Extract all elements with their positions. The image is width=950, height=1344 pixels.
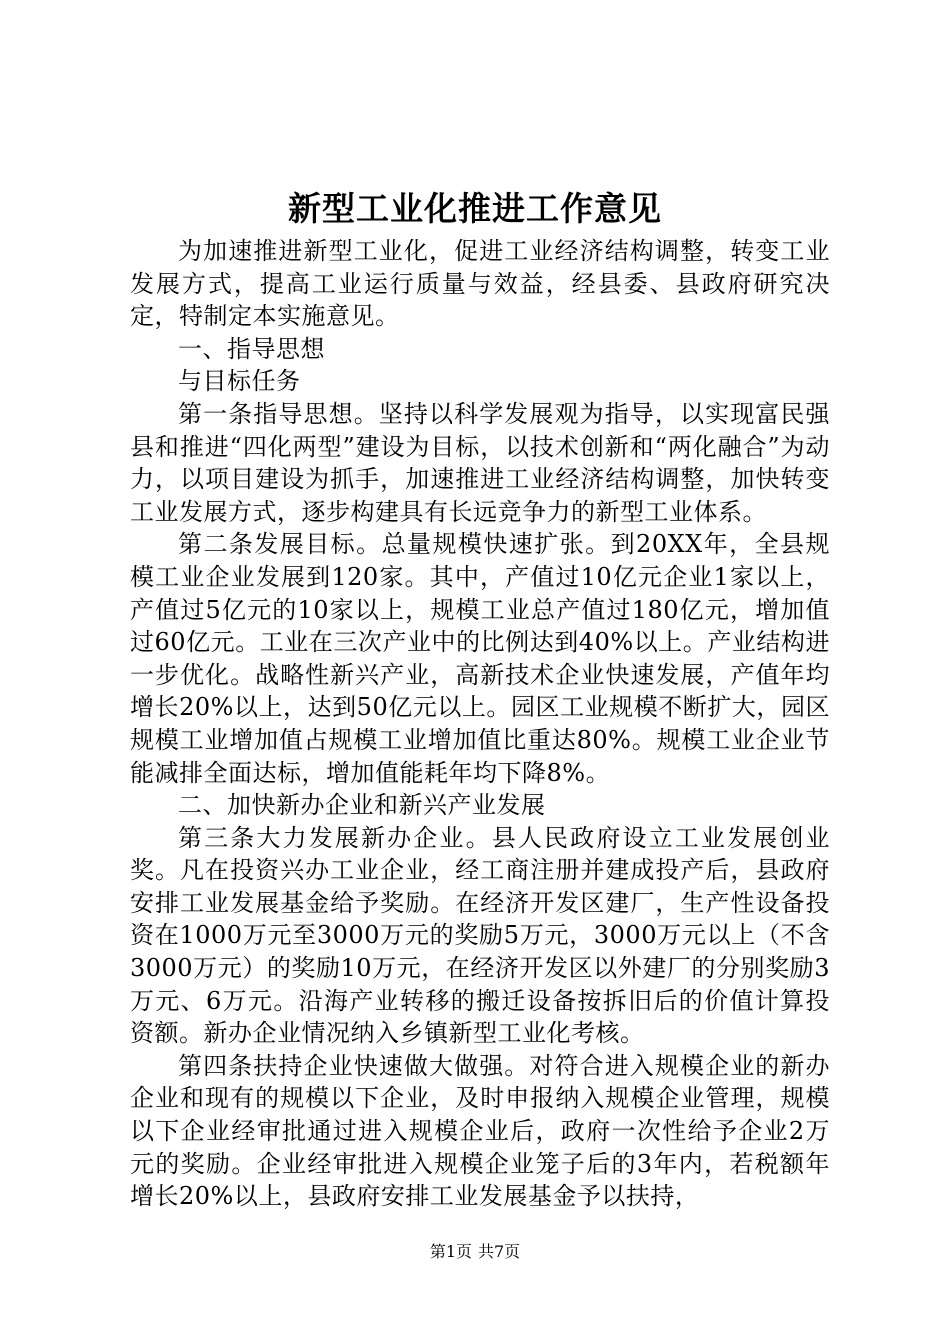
section-heading-1-line-2: 与目标任务 [178, 367, 301, 396]
document-body [130, 235, 830, 1213]
page-number-total: 共7页 [478, 1242, 521, 1261]
document-title: 新型工业化推进工作意见 [288, 189, 662, 228]
section-heading-1-line-1: 一、指导思想 [178, 334, 325, 363]
paragraph-article-1: 第一条指导思想。坚持以科学发展观为指导，以实现富民强县和推进“四化两型”建设为目标，以技术创新和“两化融合”为动力，以项目建设为抓手，加速推进工业经济结构调整，加快转变工业发展方式，逐步构建具有长远竞争力的新型工业体系。 [130, 399, 830, 526]
paragraph-article-4: 第四条扶持企业快速做大做强。对符合进入规模企业的新办企业和现有的规模以下企业，及时申报纳入规模企业管理，规模以下企业经审批通过进入规模企业后，政府一次性给予企业2万元的奖励。企业经审批进入规模企业笼子后的3年内，若税额年增长20%以上，县政府安排工业发展基金予以扶持， [130, 1051, 830, 1211]
page-footer [0, 1242, 950, 1262]
paragraph-article-2: 第二条发展目标。总量规模快速扩张。到20XX年，全县规模工业企业发展到120家。其中，产值过10亿元企业1家以上，产值过5亿元的10家以上，规模工业总产值过180亿元，增加值过60亿元。工业在三次产业中的比例达到40%以上。产业结构进一步优化。战略性新兴产业，高新技术企业快速发展，产值年均增长20%以上，达到50亿元以上。园区工业规模不断扩大，园区规模工业增加值占规模工业增加值比重达80%。规模工业企业节能减排全面达标，增加值能耗年均下降8%。 [130, 530, 830, 787]
section-heading-2: 二、加快新办企业和新兴产业发展 [178, 791, 546, 820]
page-number-current: 第1页 [429, 1242, 472, 1261]
paragraph-article-3: 第三条大力发展新办企业。县人民政府设立工业发展创业奖。凡在投资兴办工业企业，经工商注册并建成投产后，县政府安排工业发展基金给予奖励。在经济开发区建厂，生产性设备投资在1000万元至3000万元的奖励5万元，3000万元以上（不含3000万元）的奖励10万元，在经济开发区以外建厂的分别奖励3万元、6万元。沿海产业转移的搬迁设备按拆旧后的价值计算投资额。新办企业情况纳入乡镇新型工业化考核。 [130, 823, 830, 1048]
paragraph-intro: 为加速推进新型工业化，促进工业经济结构调整，转变工业发展方式，提高工业运行质量与效益，经县委、县政府研究决定，特制定本实施意见。 [130, 237, 830, 331]
